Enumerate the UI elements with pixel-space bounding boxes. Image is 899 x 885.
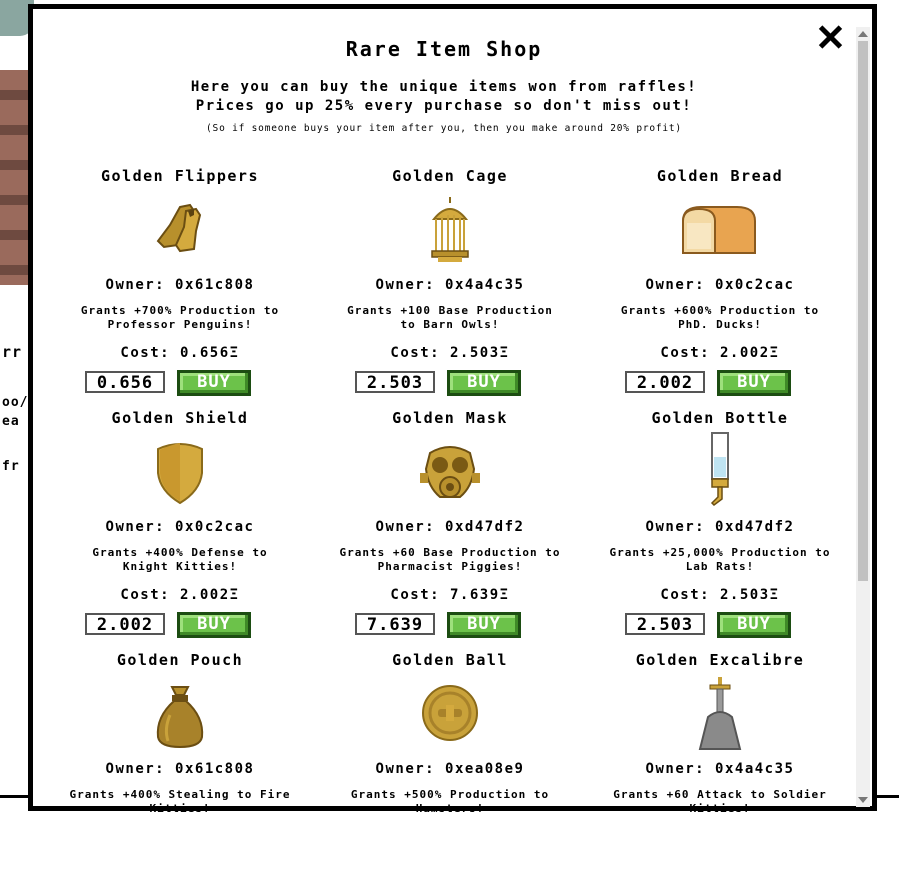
item-description (315, 788, 585, 816)
scroll-up-icon[interactable] (858, 31, 868, 37)
golden-bread-icon (677, 197, 761, 263)
item-name: Golden Flippers (101, 167, 259, 185)
modal-title: Rare Item Shop (345, 37, 543, 61)
item-owner: Owner: 0x0c2cac (105, 519, 255, 535)
item-description-line: Pharmacist Piggies! (377, 560, 523, 573)
background-text: rr (2, 343, 23, 361)
item-description-line: Knight Kitties! (122, 560, 238, 573)
buy-button[interactable]: BUY (447, 370, 521, 396)
price-input[interactable]: 2.503 (625, 613, 705, 635)
item-owner: Owner: 0xd47df2 (645, 519, 795, 535)
background-text: ea (2, 414, 20, 429)
item-name: Golden Cage (392, 167, 508, 185)
item-name: Golden Excalibre (635, 651, 805, 669)
item-owner: Owner: 0xd47df2 (375, 519, 525, 535)
item-description-line: Grants +400% Stealing to Fire (69, 788, 291, 801)
item-name: Golden Bottle (651, 409, 789, 427)
buy-button[interactable]: BUY (717, 612, 791, 638)
item-cost: Cost: 2.503Ξ (390, 345, 510, 361)
item-owner: Owner: 0x61c808 (105, 761, 255, 777)
golden-pouch-icon (150, 681, 210, 747)
golden-sword-in-stone-icon (690, 677, 750, 751)
item-name: Golden Pouch (116, 651, 244, 669)
item-description-line: Grants +700% Production to (80, 304, 280, 317)
shop-item-card (585, 401, 855, 643)
buy-row (355, 370, 555, 396)
golden-gas-mask-icon (420, 439, 480, 505)
item-description-line: Grants +600% Production to (620, 304, 820, 317)
item-description (585, 304, 855, 332)
item-description (45, 546, 315, 574)
item-description-line: Grants +500% Production to (350, 788, 550, 801)
price-input[interactable]: 2.002 (625, 371, 705, 393)
item-description-line: Grants +60 Attack to Soldier (613, 788, 827, 801)
buy-row (625, 370, 825, 396)
item-description-line: to Barn Owls! (400, 318, 500, 331)
item-description-line: Grants +100 Base Production (347, 304, 553, 317)
shop-item-card (585, 643, 855, 885)
buy-button[interactable]: BUY (717, 370, 791, 396)
background-text: fr (2, 459, 20, 474)
item-owner: Owner: 0x0c2cac (645, 277, 795, 293)
item-description (45, 788, 315, 816)
price-input[interactable]: 2.002 (85, 613, 165, 635)
item-cost: Cost: 2.002Ξ (660, 345, 780, 361)
item-description (315, 546, 585, 574)
shop-item-card (45, 159, 315, 401)
golden-cage-icon (420, 197, 480, 263)
item-description-line: Kitties! (149, 802, 211, 815)
rare-item-shop-modal (28, 4, 877, 815)
price-input[interactable]: 2.503 (355, 371, 435, 393)
shop-item-card (45, 401, 315, 643)
scrollbar[interactable] (856, 27, 870, 807)
item-description-line: PhD. Ducks! (678, 318, 762, 331)
golden-flippers-icon (150, 197, 210, 263)
item-description-line: Kitties! (689, 802, 751, 815)
item-cost: Cost: 7.639Ξ (390, 587, 510, 603)
golden-shield-icon (150, 439, 210, 505)
item-name: Golden Bread (656, 167, 784, 185)
buy-row (355, 612, 555, 638)
item-description-line: Grants +25,000% Production to (609, 546, 831, 559)
item-description (315, 304, 585, 332)
item-owner: Owner: 0x61c808 (105, 277, 255, 293)
shop-item-card (315, 643, 585, 885)
item-description-line: Lab Rats! (685, 560, 755, 573)
background-text: oo/ (2, 395, 29, 410)
item-description-line: Grants +60 Base Production to (339, 546, 561, 559)
golden-bottle-icon (690, 433, 750, 507)
buy-button[interactable]: BUY (177, 370, 251, 396)
shop-item-card (45, 643, 315, 885)
item-description-line: Professor Penguins! (107, 318, 253, 331)
price-input[interactable]: 7.639 (355, 613, 435, 635)
close-icon[interactable] (818, 25, 842, 49)
item-owner: Owner: 0x4a4c35 (645, 761, 795, 777)
item-grid (33, 159, 855, 815)
item-owner: Owner: 0xea08e9 (375, 761, 525, 777)
intro-note: (So if someone buys your item after you, then you make around 20% profit) (206, 123, 682, 134)
scroll-down-icon[interactable] (858, 797, 868, 803)
item-cost: Cost: 2.503Ξ (660, 587, 780, 603)
buy-row (85, 612, 285, 638)
buy-button[interactable]: BUY (177, 612, 251, 638)
shop-item-card (315, 401, 585, 643)
shop-item-card (585, 159, 855, 401)
item-description (45, 304, 315, 332)
intro-text: Here you can buy the unique items won from raffles! (190, 79, 698, 95)
item-description-line: Hamsters! (415, 802, 485, 815)
buy-row (85, 370, 285, 396)
golden-ball-icon (420, 681, 480, 747)
item-name: Golden Ball (392, 651, 508, 669)
item-cost: Cost: 0.656Ξ (120, 345, 240, 361)
modal-content (33, 9, 855, 815)
shop-item-card (315, 159, 585, 401)
item-name: Golden Shield (111, 409, 249, 427)
intro-text: Prices go up 25% every purchase so don't miss out! (195, 98, 693, 114)
price-input[interactable]: 0.656 (85, 371, 165, 393)
item-description (585, 546, 855, 574)
item-cost: Cost: 2.002Ξ (120, 587, 240, 603)
item-description (585, 788, 855, 816)
buy-row (625, 612, 825, 638)
item-owner: Owner: 0x4a4c35 (375, 277, 525, 293)
scrollbar-thumb[interactable] (858, 41, 868, 581)
item-name: Golden Mask (392, 409, 508, 427)
item-description-line: Grants +400% Defense to (92, 546, 268, 559)
buy-button[interactable]: BUY (447, 612, 521, 638)
